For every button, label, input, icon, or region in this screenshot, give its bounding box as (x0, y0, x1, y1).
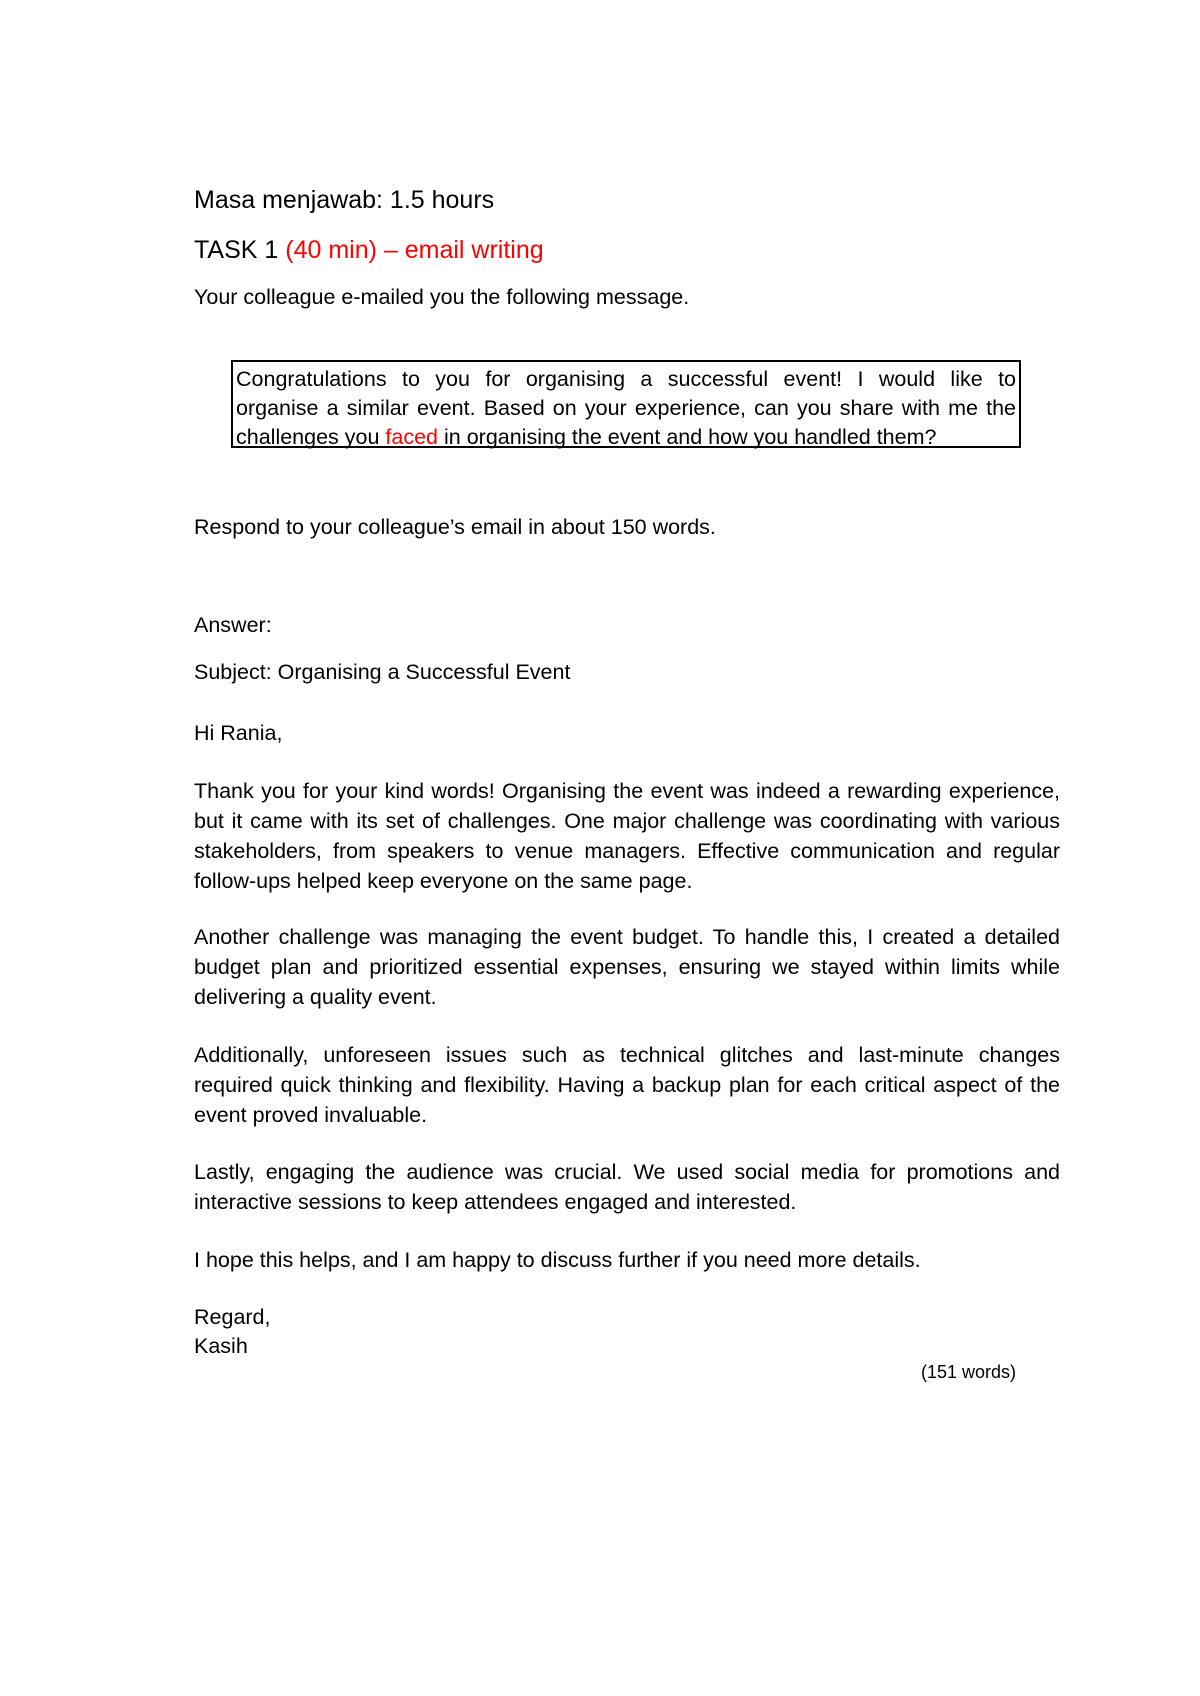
email-paragraph-1: Thank you for your kind words! Organising the event was indeed a rewarding experience, but it came with its set of challenges. One major challenge was coordinating with various stakeholders, from speakers to venue managers. Effective communication and regular follow-ups helped keep everyone on the same page. (194, 779, 1060, 893)
colleague-message-line-3-start: challenges you (236, 425, 386, 449)
time-allowed-title: Masa menjawab: 1.5 hours (194, 186, 495, 214)
highlighted-word-faced: faced (385, 425, 439, 449)
email-greeting: Hi Rania, (194, 721, 283, 745)
email-subject: Subject: Organising a Successful Event (194, 660, 571, 684)
colleague-message-box (231, 360, 1021, 448)
word-count: (151 words) (921, 1362, 1017, 1382)
email-signoff: Regard, (194, 1305, 271, 1329)
email-paragraph-4: Lastly, engaging the audience was crucial. We used social media for promotions and interactive sessions to keep attendees engaged and interested. (194, 1160, 1060, 1214)
colleague-message-line-1: Congratulations to you for organising a successful event! I would like to (236, 367, 1016, 391)
prompt-intro: Your colleague e-mailed you the following message. (194, 285, 690, 309)
email-paragraph-2: Another challenge was managing the event budget. To handle this, I created a detailed budget plan and prioritized essential expenses, ensuring we stayed within limits while delivering a quality event. (194, 925, 1060, 1009)
email-paragraph-3: Additionally, unforeseen issues such as technical glitches and last-minute changes required quick thinking and flexibility. Having a backup plan for each critical aspect of the event proved invaluable. (194, 1043, 1060, 1127)
task-label: TASK 1 (194, 236, 279, 264)
colleague-message-line-3 (236, 423, 1016, 452)
email-closing-line: I hope this helps, and I am happy to discuss further if you need more details. (194, 1248, 921, 1272)
email-signature: Kasih (194, 1334, 248, 1358)
response-instruction: Respond to your colleague’s email in about 150 words. (194, 515, 716, 539)
colleague-message-line-2: organise a similar event. Based on your experience, can you share with me the (236, 396, 1016, 420)
colleague-message-line-3-end: in organising the event and how you handled them? (438, 425, 937, 449)
task-heading (194, 235, 544, 265)
task-time-and-type: (40 min) – email writing (285, 236, 544, 264)
answer-label: Answer: (194, 613, 272, 637)
